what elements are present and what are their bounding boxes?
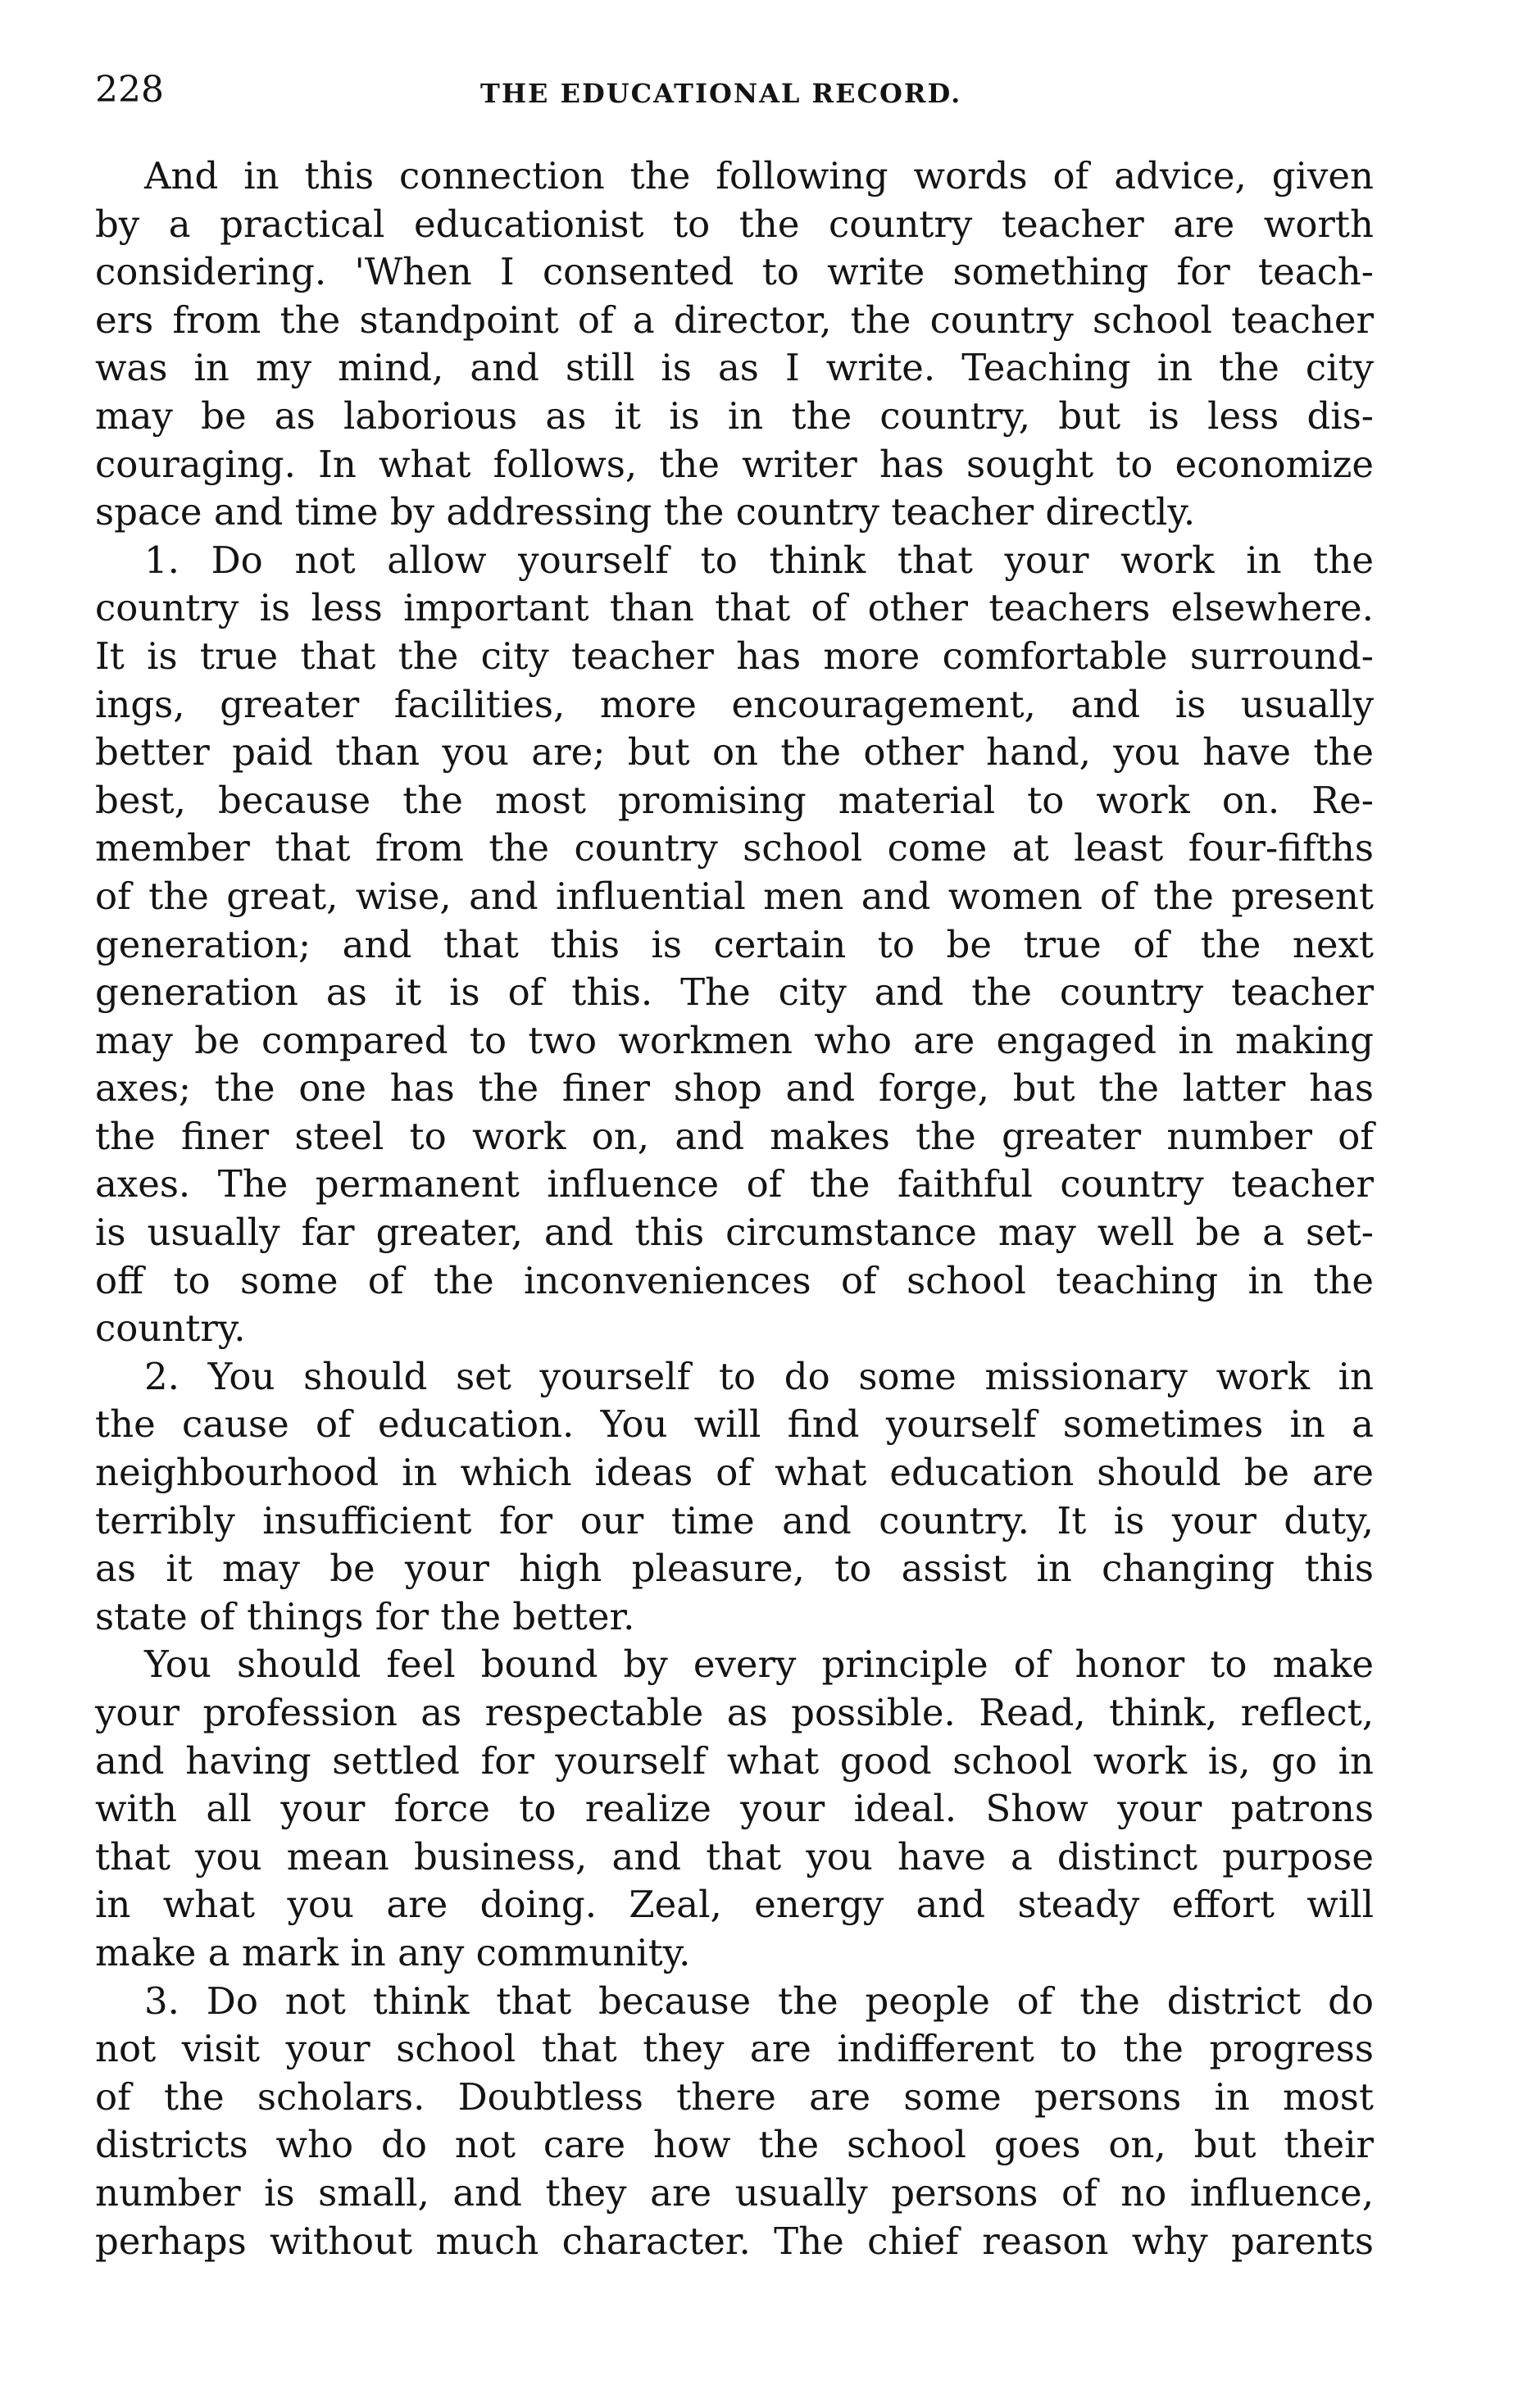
text-line: considering. 'When I consented to write something for teach- xyxy=(95,250,1374,294)
text-line: axes; the one has the finer shop and forge, but the latter has xyxy=(95,1066,1374,1111)
text-line: as it may be your high pleasure, to assist in changing this xyxy=(95,1547,1374,1591)
running-title: THE EDUCATIONAL RECORD. xyxy=(480,78,962,109)
text-line: number is small, and they are usually persons of no influence, xyxy=(95,2170,1374,2215)
text-line: ings, greater facilities, more encouragement, and is usually xyxy=(95,682,1374,726)
paragraph xyxy=(95,537,1374,1353)
text-line: neighbourhood in which ideas of what education should be are xyxy=(95,1451,1374,1495)
text-line: You should feel bound by every principle of honor to make xyxy=(144,1642,1374,1687)
text-line: make a mark in any community. xyxy=(95,1930,691,1974)
text-line: of the scholars. Doubtless there are some persons in most xyxy=(95,2074,1374,2119)
text-line: in what you are doing. Zeal, energy and steady effort will xyxy=(95,1883,1374,1927)
text-line: better paid than you are; but on the other hand, you have the xyxy=(95,730,1374,775)
text-line: 3. Do not think that because the people of the district do xyxy=(144,1979,1374,2023)
text-line: space and time by addressing the country teacher directly. xyxy=(95,490,1196,534)
text-line: axes. The permanent influence of the faithful country teacher xyxy=(95,1162,1374,1206)
text-line: that you mean business, and that you have a distinct purpose xyxy=(95,1834,1374,1879)
text-line: state of things for the better. xyxy=(95,1594,635,1638)
text-line: the cause of education. You will find yourself sometimes in a xyxy=(95,1402,1374,1447)
text-line: 2. You should set yourself to do some missionary work in xyxy=(144,1354,1374,1398)
page-number: 228 xyxy=(95,69,164,111)
paragraph xyxy=(95,1353,1374,1642)
text-line: your profession as respectable as possible. Read, think, reflect, xyxy=(95,1691,1374,1734)
text-line: by a practical educationist to the country teacher are worth xyxy=(95,202,1374,246)
text-line: member that from the country school come at least four-fifths xyxy=(95,826,1374,870)
text-line: terribly insufficient for our time and country. It is your duty, xyxy=(95,1498,1374,1542)
paragraph xyxy=(95,1978,1374,2266)
text-line: best, because the most promising material to work on. Re- xyxy=(95,778,1374,822)
text-line: generation; and that this is certain to be true of the next xyxy=(95,922,1374,966)
text-line: of the great, wise, and influential men and women of the present xyxy=(95,874,1374,918)
text-line: with all your force to realize your ideal. Show your patrons xyxy=(95,1787,1374,1831)
text-line: districts who do not care how the school goes on, but their xyxy=(95,2123,1374,2167)
paragraph xyxy=(95,152,1374,537)
paragraph xyxy=(95,1641,1374,1977)
text-line: the finer steel to work on, and makes the greater number of xyxy=(95,1114,1374,1158)
text-line: may be as laborious as it is in the country, but is less dis- xyxy=(95,393,1374,438)
document-page xyxy=(95,66,1374,2265)
text-line: is usually far greater, and this circumstance may well be a set- xyxy=(95,1211,1374,1255)
text-line: was in my mind, and still is as I write. Teaching in the city xyxy=(95,346,1374,390)
text-line: couraging. In what follows, the writer has sought to economize xyxy=(95,442,1374,486)
text-line: perhaps without much character. The chief reason why parents xyxy=(95,2219,1374,2263)
text-line: and having settled for yourself what good school work is, go in xyxy=(95,1738,1374,1783)
text-line: off to some of the inconveniences of school teaching in the xyxy=(95,1258,1374,1302)
text-line: country is less important than that of other teachers elsewhere. xyxy=(95,586,1374,630)
text-line: not visit your school that they are indifferent to the progress xyxy=(95,2027,1374,2071)
running-header xyxy=(95,66,1374,123)
text-line: may be compared to two workmen who are engaged in making xyxy=(95,1018,1374,1062)
text-line: ers from the standpoint of a director, the country school teacher xyxy=(95,298,1374,342)
text-line: It is true that the city teacher has more comfortable surround- xyxy=(95,634,1374,678)
text-line: generation as it is of this. The city and the country teacher xyxy=(95,970,1374,1015)
body-text xyxy=(95,152,1374,2265)
text-line: country. xyxy=(95,1306,246,1351)
text-line: And in this connection the following words of advice, given xyxy=(144,154,1374,198)
text-line: 1. Do not allow yourself to think that your work in the xyxy=(144,538,1374,582)
